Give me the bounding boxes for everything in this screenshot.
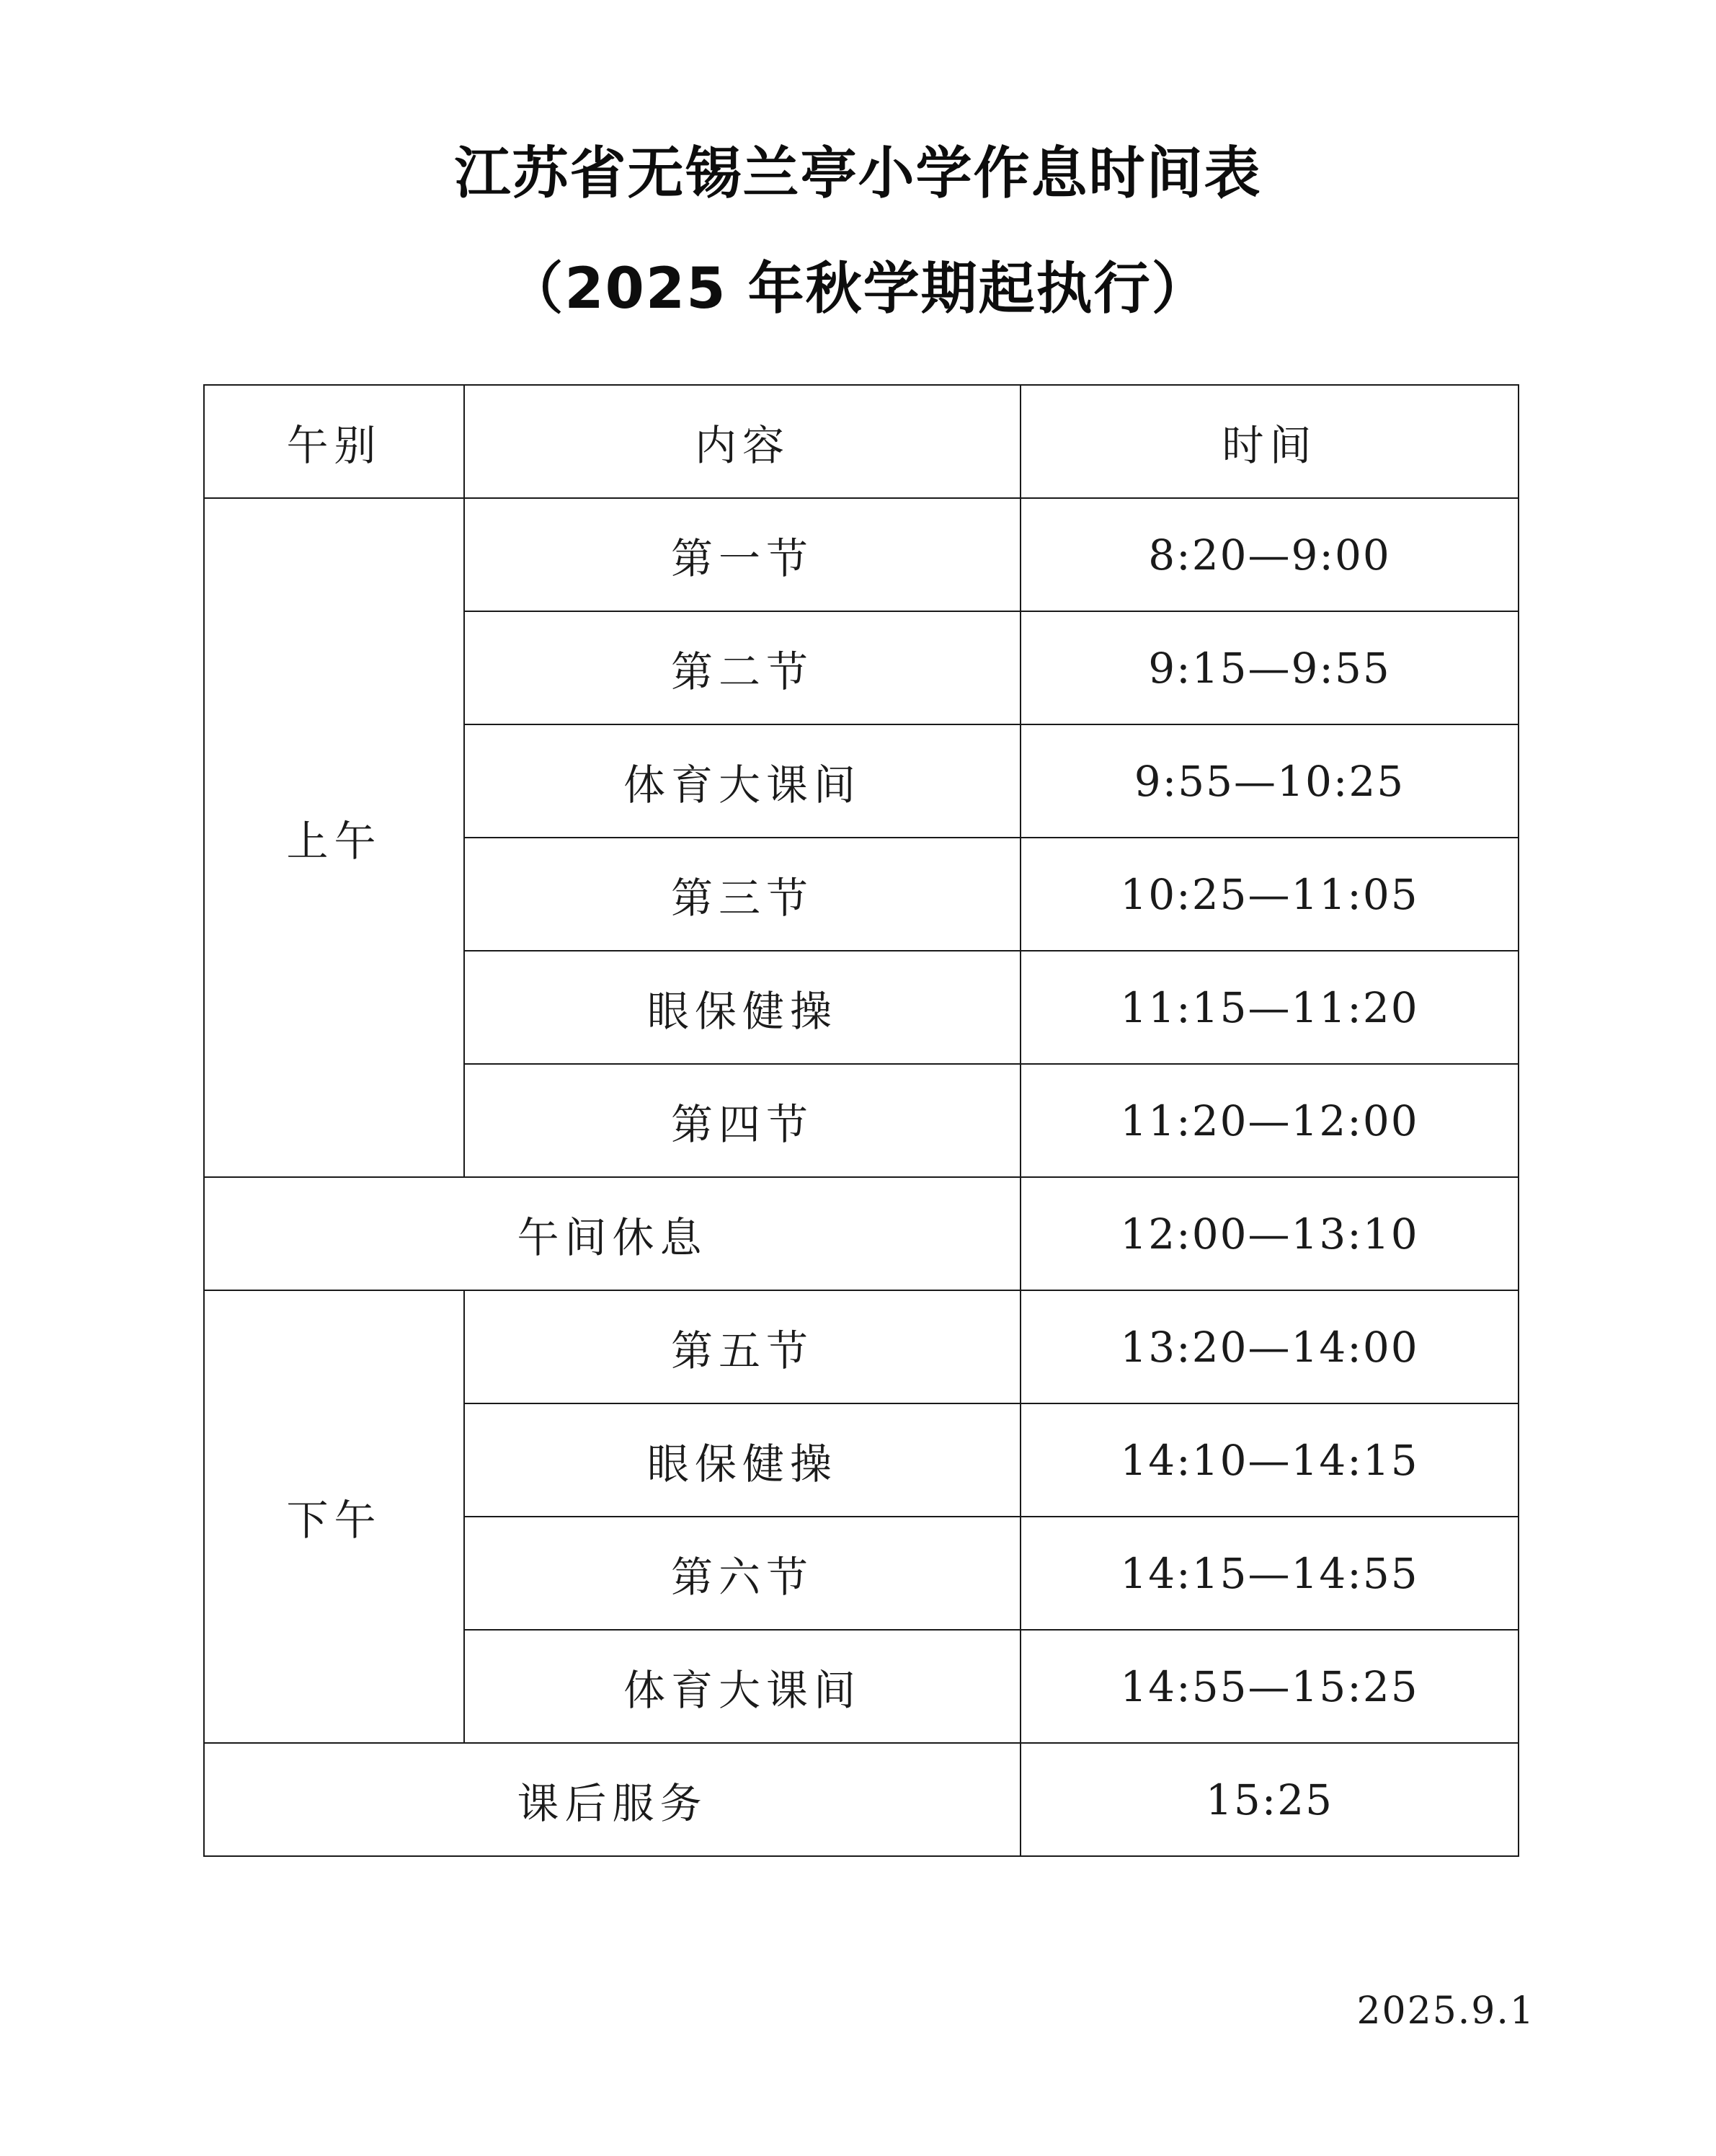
header-cell-time: 时间: [1021, 385, 1519, 498]
content-cell: 眼保健操: [464, 1403, 1021, 1517]
time-cell: 14:10—14:15: [1021, 1403, 1519, 1517]
content-cell: 第六节: [464, 1517, 1021, 1630]
content-cell: 第二节: [464, 611, 1021, 724]
header-cell-content: 内容: [464, 385, 1021, 498]
table-row: [204, 498, 1519, 611]
header-cell-period: 午别: [204, 385, 464, 498]
content-cell: 第五节: [464, 1290, 1021, 1403]
content-cell: 体育大课间: [464, 1630, 1021, 1743]
time-cell: 9:55—10:25: [1021, 724, 1519, 838]
time-cell: 9:15—9:55: [1021, 611, 1519, 724]
document-subtitle: （2025 年秋学期起执行）: [507, 257, 1209, 321]
time-cell: 12:00—13:10: [1021, 1177, 1519, 1290]
document-date: 2025.9.1: [1356, 1989, 1535, 2033]
time-cell: 8:20—9:00: [1021, 498, 1519, 611]
content-cell: 第四节: [464, 1064, 1021, 1177]
content-cell: 第一节: [464, 498, 1021, 611]
table-row-noon: [204, 1177, 1519, 1290]
noon-break-cell: 午间休息: [204, 1177, 1021, 1290]
time-cell: 15:25: [1021, 1743, 1519, 1856]
content-cell: 眼保健操: [464, 951, 1021, 1064]
after-school-cell: 课后服务: [204, 1743, 1021, 1856]
content-cell: 第三节: [464, 838, 1021, 951]
table-row: [204, 1290, 1519, 1403]
period-label-afternoon: 下午: [204, 1290, 464, 1743]
schedule-table: [203, 384, 1519, 1857]
table-row-after-school: [204, 1743, 1519, 1856]
time-cell: 14:15—14:55: [1021, 1517, 1519, 1630]
time-cell: 10:25—11:05: [1021, 838, 1519, 951]
time-cell: 14:55—15:25: [1021, 1630, 1519, 1743]
time-cell: 11:15—11:20: [1021, 951, 1519, 1064]
period-label-morning: 上午: [204, 498, 464, 1177]
content-cell: 体育大课间: [464, 724, 1021, 838]
time-cell: 11:20—12:00: [1021, 1064, 1519, 1177]
document-title: 江苏省无锡兰亭小学作息时间表: [454, 141, 1262, 206]
header-row: [204, 385, 1519, 498]
time-cell: 13:20—14:00: [1021, 1290, 1519, 1403]
